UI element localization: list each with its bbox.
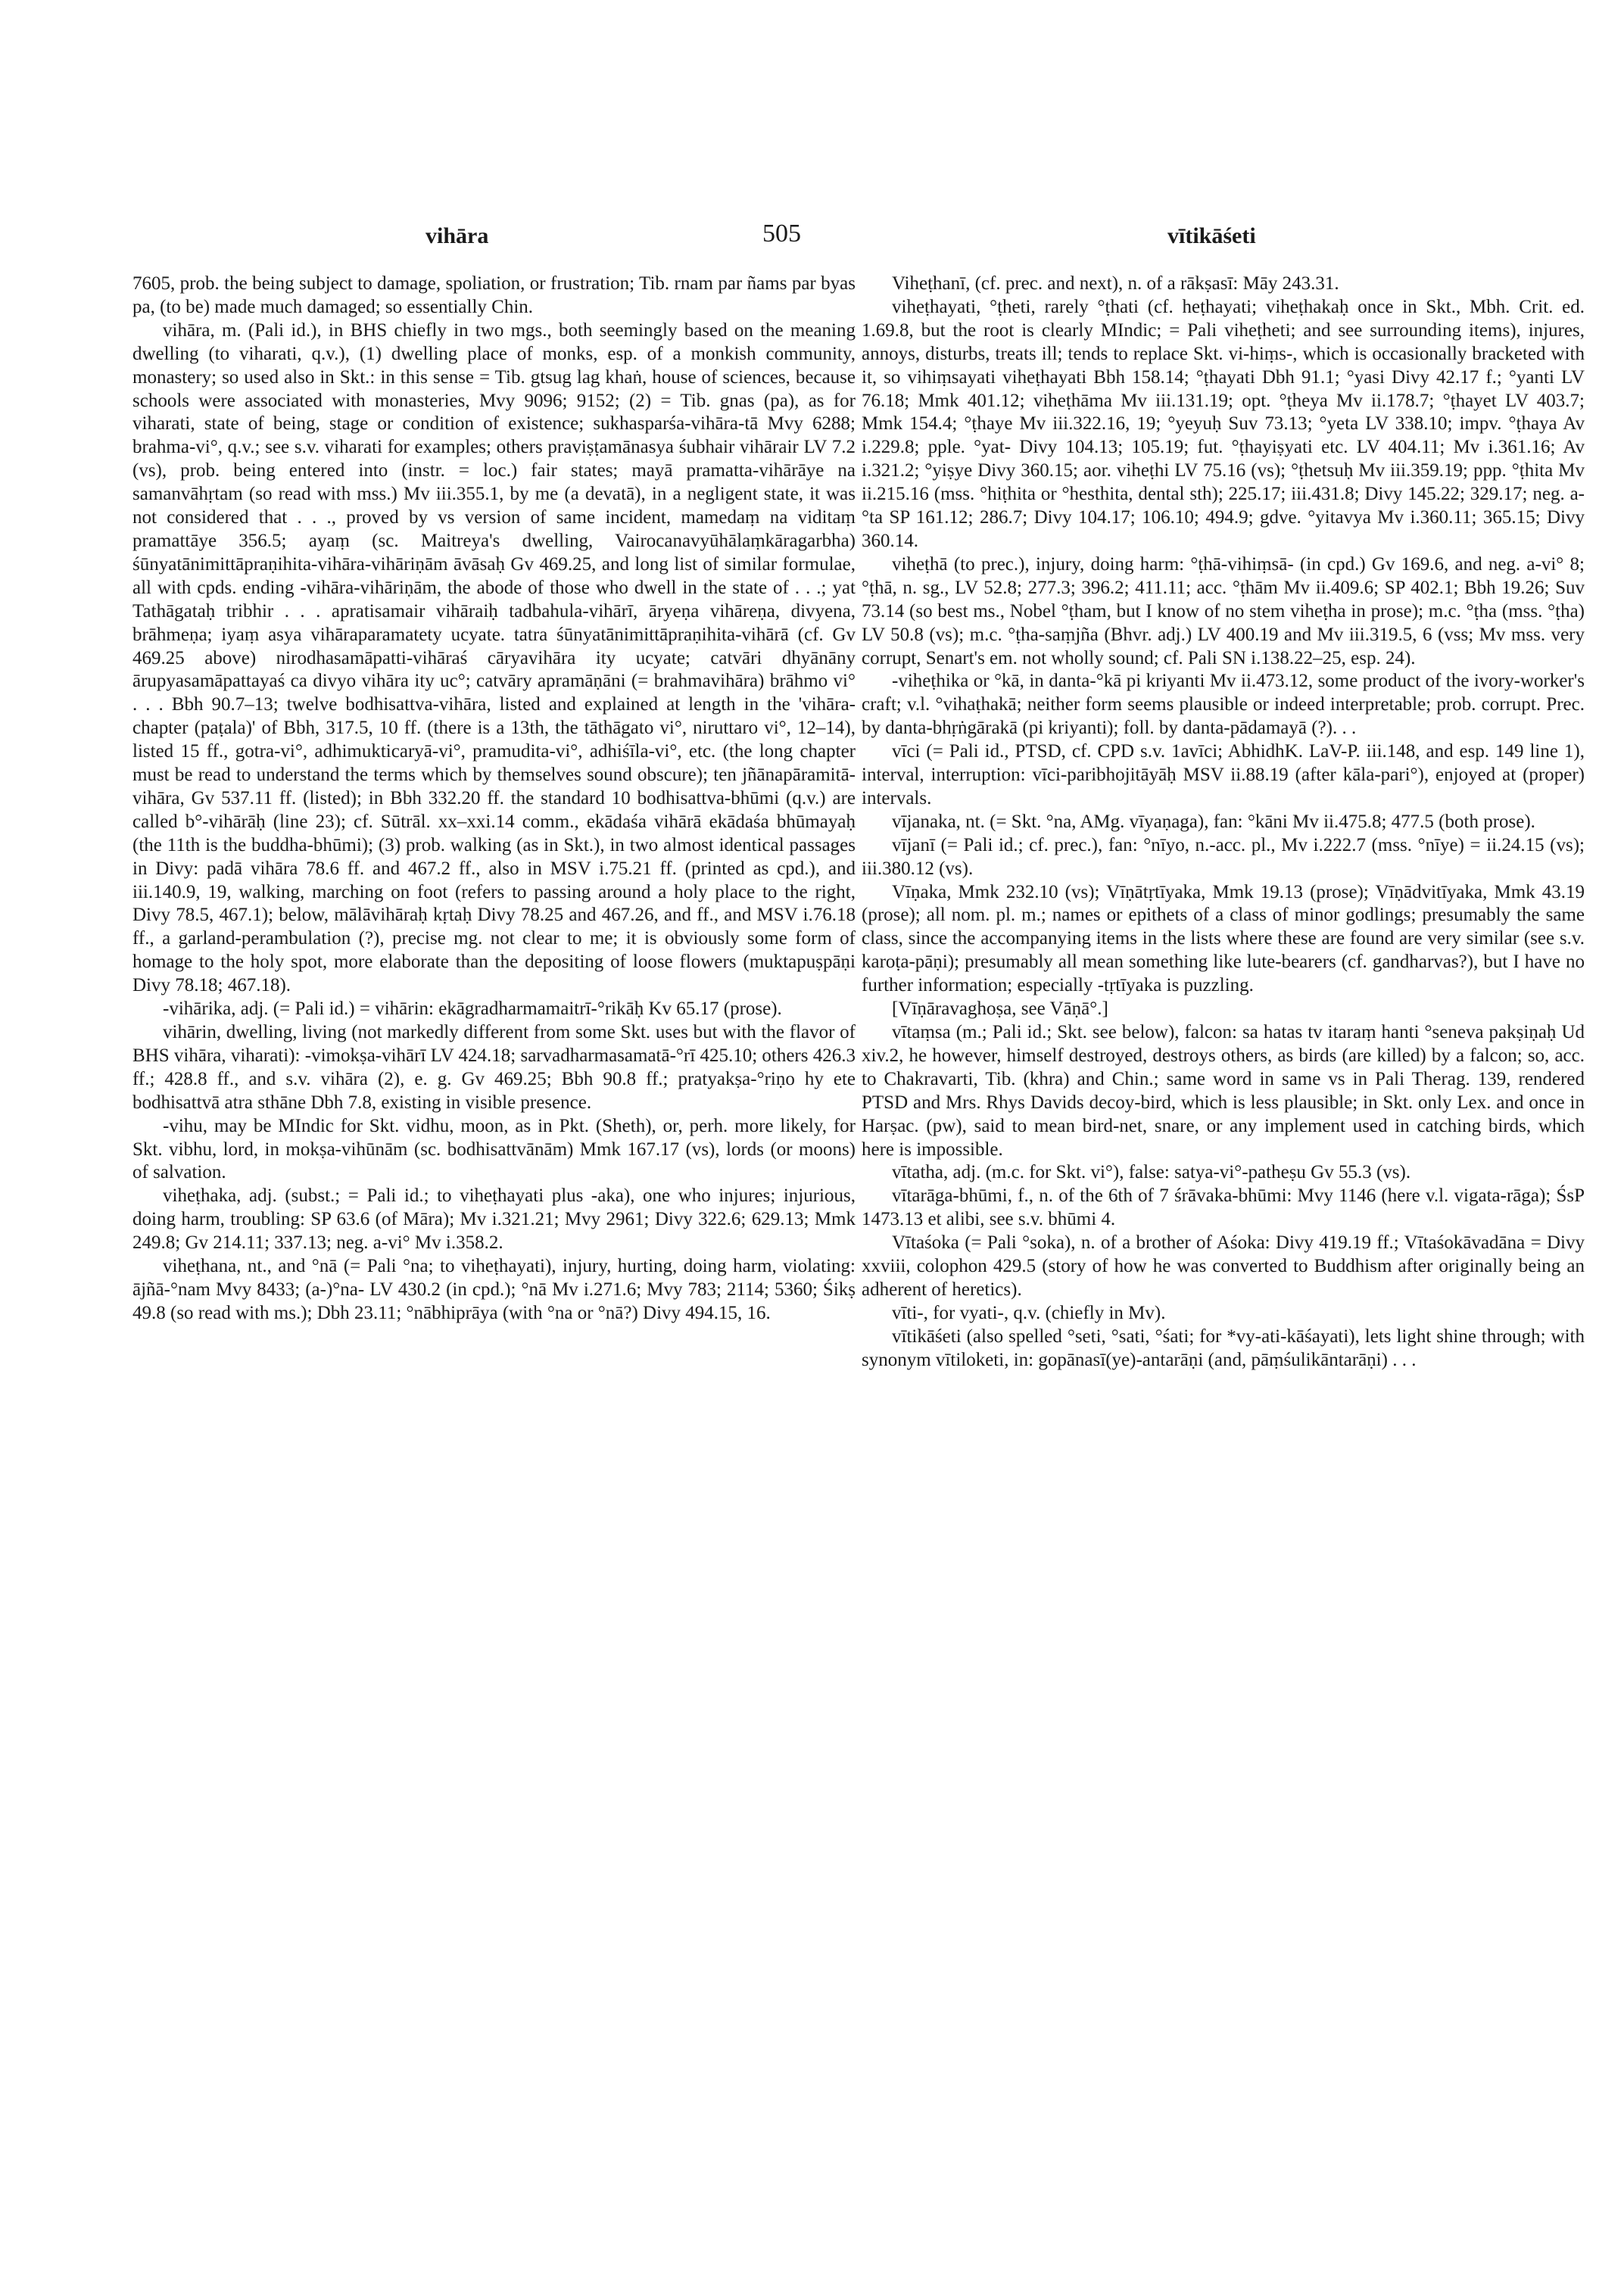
page-number: 505 <box>762 220 801 248</box>
entry-vihethaka: viheṭhaka, adj. (subst.; = Pali id.; to viheṭhayati plus -aka), one who injures; injurious, doing harm, troubling: SP 63.6 (of Māra); Mv i.321.21; Mvy 2961; Divy 322.6; 629.13; Mmk 249.8; Gv 214.11; 337.13; neg. a-vi° Mv i.358.2. <box>132 1185 856 1254</box>
running-head-right: vītikāśeti <box>1167 223 1256 248</box>
entry-vihetha: viheṭhā (to prec.), injury, doing harm: °ṭhā-vihiṃsā- (in cpd.) Gv 169.6, and neg. a-vi° 8; °ṭhā, n. sg., LV 52.8; 277.3; 396.2; 411.11; acc. °ṭhām Mv ii.409.6; SP 402.1; Bbh 19.26; Suv 73.14 (so best ms., Nobel °ṭham, but I know of no stem viheṭha in prose); m.c. °ṭha (mss. °ṭha) LV 50.8 (vs); m.c. °ṭha-saṃjña (Bhvr. adj.) LV 400.19 and Mv iii.319.5, 6 (vss; Mv mss. very corrupt, Senart's em. not wholly sound; cf. Pali SN i.138.22–25, esp. 24). <box>862 553 1585 668</box>
right-column <box>862 273 1585 1372</box>
entry-vici: vīci (= Pali id., PTSD, cf. CPD s.v. 1avīci; AbhidhK. LaV-P. iii.148, and esp. 149 line 1), interval, interruption: vīci-paribhojitāyāḥ MSV ii.88.19 (after kāla-pari°), enjoyed at (proper) intervals. <box>862 741 1585 808</box>
entry-vihethana: viheṭhana, nt., and °nā (= Pali °na; to viheṭhayati), injury, hurting, doing harm, violating: ājñā-°nam Mvy 8433; (a-)°na- LV 430.2 (in cpd.); °nā Mv i.271.6; Mvy 783; 2114; 5360; Śikṣ 49.8 (so read with ms.); Dbh 23.11; °nābhiprāya (with °na or °nā?) Divy 494.15, 16. <box>132 1256 856 1323</box>
entry-vihu: -vihu, may be MIndic for Skt. vidhu, moon, as in Pkt. (Sheth), or, perh. more likely, for Skt. vibhu, lord, in mokṣa-vihūnām (sc. bodhisattvānām) Mmk 167.17 (vs), lords (or moons) of salvation. <box>132 1115 856 1183</box>
entry-viharika: -vihārika, adj. (= Pali id.) = vihārin: ekāgradharmamaitrī-°rikāḥ Kv 65.17 (prose). <box>163 999 782 1020</box>
entry-viharin: vihārin, dwelling, living (not markedly different from some Skt. uses but with the flavor of BHS vihāra, viharati): -vimokṣa-vihārī LV 424.18; sarvadharmasamatā-°rī 425.10; others 426.3 ff.; 428.8 ff., and s.v. vihāra (2), e. g. Gv 469.25; Bbh 90.8 ff.; pratyakṣa-°riṇo hy ete bodhisattvā atra sthāne Dbh 7.8, existing in visible presence. <box>132 1022 856 1113</box>
entry-vitaraga-bhumi: vītarāga-bhūmi, f., n. of the 6th of 7 śrāvaka-bhūmi: Mvy 1146 (here v.l. vigata-rāga); ŚsP 1473.13 et alibi, see s.v. bhūmi 4. <box>862 1185 1585 1230</box>
entry-vihethayati: viheṭhayati, °ṭheti, rarely °ṭhati (cf. heṭhayati; viheṭhakaḥ once in Skt., Mbh. Crit. ed. 1.69.8, but the root is clearly MIndic; = Pali viheṭheti; and see surrounding items), injures, annoys, disturbs, treats ill; tends to replace Skt. vi-hiṃs-, which is occasionally bracketed with it, so vihiṃsayati viheṭhayati Bbh 158.14; °ṭhayati Dbh 91.1; °yasi Divy 42.17 f.; °yanti LV 76.18; Mmk 401.12; viheṭhāma Mv iii.131.19; opt. °ṭheya Mv ii.178.7; °ṭhayet LV 403.7; Mmk 154.4; °ṭhaye Mv iii.322.16, 19; °yeyuḥ Suv 73.13; °yeta LV 338.10; impv. °ṭhaya Av i.229.8; pple. °yat- Divy 104.13; 105.19; fut. °ṭhayiṣyati etc. LV 404.11; Mv i.361.16; Av i.321.2; °yiṣye Divy 360.15; aor. viheṭhi LV 75.16 (vs); °ṭhetsuḥ Mv iii.359.19; ppp. °ṭhita Mv ii.215.16 (mss. °hiṭhita or °hesthita, dental sth); 225.17; iii.431.8; Divy 145.22; 329.17; neg. a-°ta SP 161.12; 286.7; Divy 104.17; 106.10; 494.9; gdve. °yitavya Mv i.360.11; 365.15; Divy 360.14. <box>862 296 1585 551</box>
entry-vitikaseti: vītikāśeti (also spelled °seti, °sati, °śati; for *vy-ati-kāśayati), lets light shine through; with synonym vītiloketi, in: gopānasī(ye)-antarāṇi (and, pāṃśulikāntarāṇi) . . . <box>862 1326 1585 1370</box>
entry-vitasoka: Vītaśoka (= Pali °soka), n. of a brother of Aśoka: Divy 419.19 ff.; Vītaśokāvadāna = Divy xxviii, colophon 429.5 (story of how he was converted to Buddhism after originally being an adherent of heretics). <box>862 1232 1585 1300</box>
entry-vinaravaghosa: [Vīṇāravaghoṣa, see Vāṇā°.] <box>892 999 1108 1020</box>
left-column <box>132 273 856 1326</box>
entry-vihethika: -viheṭhika or °kā, in danta-°kā pi kriyanti Mv ii.473.12, some product of the ivory-worker's craft; v.l. °vihaṭhakā; neither form seems plausible or indeed interpretable; prob. corrupt. Prec. by danta-bhṛṅgārakā (pi kriyanti); foll. by danta-pādamayā (?). . . <box>862 671 1585 739</box>
entry-vijanaka: vījanaka, nt. (= Skt. °na, AMg. vīyaṇaga), fan: °kāni Mv ii.475.8; 477.5 (both prose). <box>892 811 1535 832</box>
entry-viti: vīti-, for vyati-, q.v. (chiefly in Mv). <box>892 1302 1166 1323</box>
entry-vinaka: Vīṇaka, Mmk 232.10 (vs); Vīṇātṛtīyaka, Mmk 19.13 (prose); Vīṇādvitīyaka, Mmk 43.19 (prose); all nom. pl. m.; names or epithets of a class of minor godlings; presumably the same class, since the accompanying items in the lists where these are found are very similar (see s.v. karoṭa-pāṇi); presumably all mean something like lute-bearers (cf. gandharvas?), but I have no further information; especially -tṛtīyaka is puzzling. <box>862 881 1585 996</box>
entry-vitamsa: vītaṃsa (m.; Pali id.; Skt. see below), falcon: sa hatas tv itaraṃ hanti °seneva pakṣiṇaḥ Ud xiv.2, he however, himself destroyed, destroys others, as birds (are killed) by a falcon; so, acc. to Chakravarti, Tib. (khra) and Chin.; same word in same vs in Pali Therag. 139, rendered PTSD and Mrs. Rhys Davids decoy-bird, which is less plausible; in Skt. only Lex. and once in Harṣac. (pw), said to mean bird-net, snare, or any implement used in catching birds, which here is impossible. <box>862 1022 1585 1160</box>
entry-vihara: vihāra, m. (Pali id.), in BHS chiefly in two mgs., both seemingly based on the meaning dwelling (to viharati, q.v.), (1) dwelling place of monks, esp. of a monkish community, monastery; so used also in Skt.: in this sense = Tib. gtsug lag khaṅ, house of sciences, because schools were associated with monasteries, Mvy 9096; 9152; (2) = Tib. gnas (pa), as for viharati, state of being, stage or condition of existence; sukhasparśa-vihāra-tā Mvy 6288; brahma-vi°, q.v.; see s.v. viharati for examples; others praviṣṭamānasya śubhair vihārair LV 7.2 (vs), prob. being entered into (instr. = loc.) fair states; mayā pramatta-vihārāye na samanvāhṛtam (so read with mss.) Mv iii.355.1, by me (a devatā), in a negligent state, it was not considered that . . ., proved by vs version of same incident, mamedaṃ na viditaṃ pramattāye 356.5; ayaṃ (sc. Maitreya's dwelling, Vairocanavyūhālaṃkāragarbha) śūnyatānimittāpraṇihita-vihāra-vihāriṇām āvāsaḥ Gv 469.25, and long list of similar formulae, all with cpds. ending -vihāra-vihāriṇām, the abode of those who dwell in the state of . . .; yat Tathāgataḥ tribhir . . . apratisamair vihāraiḥ tadbahula-vihārī, āryeṇa vihāreṇa, divyena, brāhmeṇa; iyaṃ asya vihāraparamatety ucyate. tatra śūnyatānimittāpraṇihita-vihārā (cf. Gv 469.25 above) nirodhasamāpatti-vihāraś cāryavihāra ity ucyate; catvāri dhyānāny ārupyasamāpattayaś ca divyo vihāra ity uc°; catvāry apramāṇāni (= brahmavihāra) brāhmo vi° . . . Bbh 90.7–13; twelve bodhisattva-vihāra, listed and explained at length in the 'vihāra-chapter (paṭala)' of Bbh, 317.5, 10 ff. (there is a 13th, the tāthāgato vi°, niruttaro vi°, 12–14), listed 15 ff., gotra-vi°, adhimukticaryā-vi°, pramudita-vi°, adhiśīla-vi°, etc. (the long chapter must be read to understand the terms which by themselves sound obscure); ten jñānapāramitā-vihāra, Gv 537.11 ff. (listed); in Bbh 332.20 ff. the standard 10 bodhisattva-bhūmi (q.v.) are called b°-vihārāḥ (line 23); cf. Sūtrāl. xx–xxi.14 comm., ekādaśa vihārā ekādaśa bhūmayaḥ (the 11th is the buddha-bhūmi); (3) prob. walking (as in Skt.), in two almost identical passages in Divy: padā vihāra 78.6 ff. and 467.2 ff., also in MSV i.75.21 ff. (printed as cpd.), and iii.140.9, 19, walking, marching on foot (refers to passing around a holy place to the right, Divy 78.5, 467.1); below, mālāvihāraḥ kṛtaḥ Divy 78.25 and 467.26, and ff., and MSV i.76.18 ff., a garland-perambulation (?), precise mg. not clear to me; it is obviously some form of homage to the holy spot, more elaborate than the depositing of loose flowers (muktapuṣpāṇi Divy 78.18; 467.18). <box>132 319 856 996</box>
entry-continuation: 7605, prob. the being subject to damage, spoliation, or frustration; Tib. rnam par ñams par byas pa, (to be) made much damaged; so essentially Chin. <box>132 273 856 317</box>
running-head-left: vihāra <box>425 223 489 248</box>
entry-vitatha: vītatha, adj. (m.c. for Skt. vi°), false: satya-vi°-patheṣu Gv 55.3 (vs). <box>892 1162 1411 1183</box>
entry-vihethani: Viheṭhanī, (cf. prec. and next), n. of a rākṣasī: Māy 243.31. <box>892 273 1339 294</box>
entry-vijani: vījanī (= Pali id.; cf. prec.), fan: °nīyo, n.-acc. pl., Mv i.222.7 (mss. °nīye) = ii.24.15 (vs); iii.380.12 (vs). <box>862 834 1585 879</box>
